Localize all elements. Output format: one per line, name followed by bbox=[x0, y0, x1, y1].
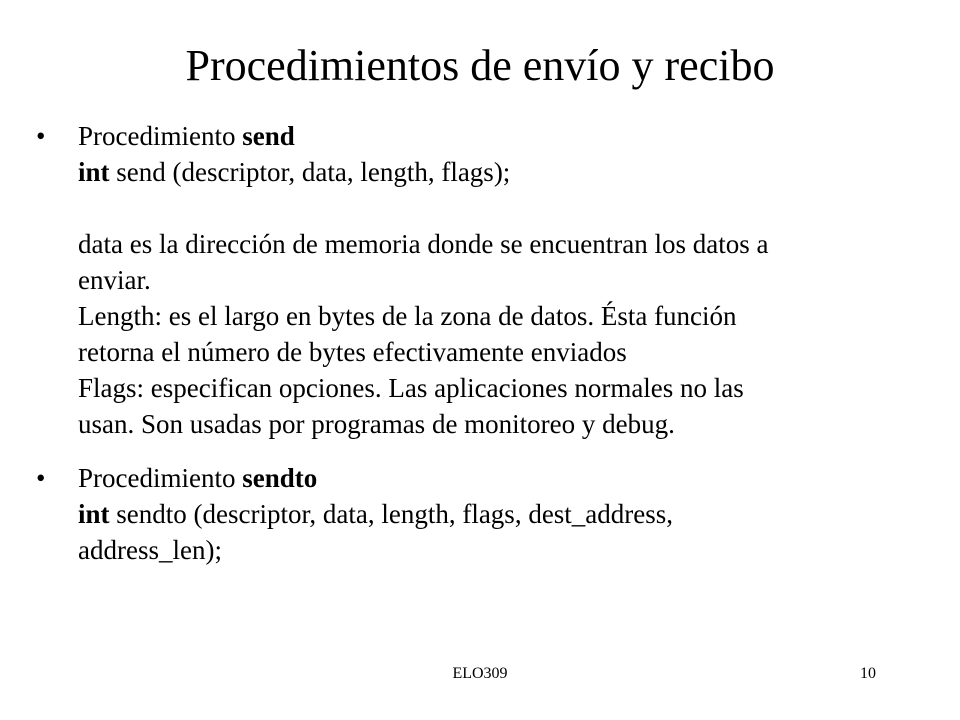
send-desc-line-6: usan. Son usadas por programas de monitoreo y debug. bbox=[78, 409, 675, 439]
send-desc-line-4: retorna el número de bytes efectivamente enviados bbox=[78, 337, 627, 367]
bullet-list bbox=[36, 118, 936, 568]
slide-title: Procedimientos de envío y recibo bbox=[185, 41, 775, 90]
footer-course: ELO309 bbox=[452, 665, 508, 682]
send-signature-keyword: int bbox=[78, 157, 110, 187]
sendto-signature-keyword: int bbox=[78, 499, 110, 529]
send-signature bbox=[78, 154, 936, 190]
send-heading-prefix: Procedimiento bbox=[78, 121, 243, 151]
sendto-heading-prefix: Procedimiento bbox=[78, 463, 243, 493]
send-heading-keyword: send bbox=[242, 121, 295, 151]
bullet-marker: • bbox=[36, 121, 46, 151]
sendto-heading bbox=[78, 460, 936, 496]
sendto-signature-rest: sendto (descriptor, data, length, flags, dest_address, bbox=[109, 499, 674, 529]
footer-page-number: 10 bbox=[860, 665, 876, 682]
sendto-signature-cont: address_len); bbox=[78, 535, 222, 565]
send-desc-line-2: enviar. bbox=[78, 265, 151, 295]
send-signature-rest: send (descriptor, data, length, flags); bbox=[109, 157, 511, 187]
bullet-sendto bbox=[36, 460, 936, 568]
send-desc-line-1: data es la dirección de memoria donde se encuentran los datos a bbox=[78, 229, 769, 259]
sendto-heading-keyword: sendto bbox=[242, 463, 318, 493]
bullet-send bbox=[36, 118, 936, 442]
sendto-signature bbox=[78, 496, 936, 532]
send-heading bbox=[78, 118, 936, 154]
send-desc-line-5: Flags: especifican opciones. Las aplicaciones normales no las bbox=[78, 373, 744, 403]
bullet-marker: • bbox=[36, 463, 46, 493]
blank-line bbox=[78, 190, 936, 226]
send-desc-line-3: Length: es el largo en bytes de la zona de datos. Ésta función bbox=[78, 301, 737, 331]
